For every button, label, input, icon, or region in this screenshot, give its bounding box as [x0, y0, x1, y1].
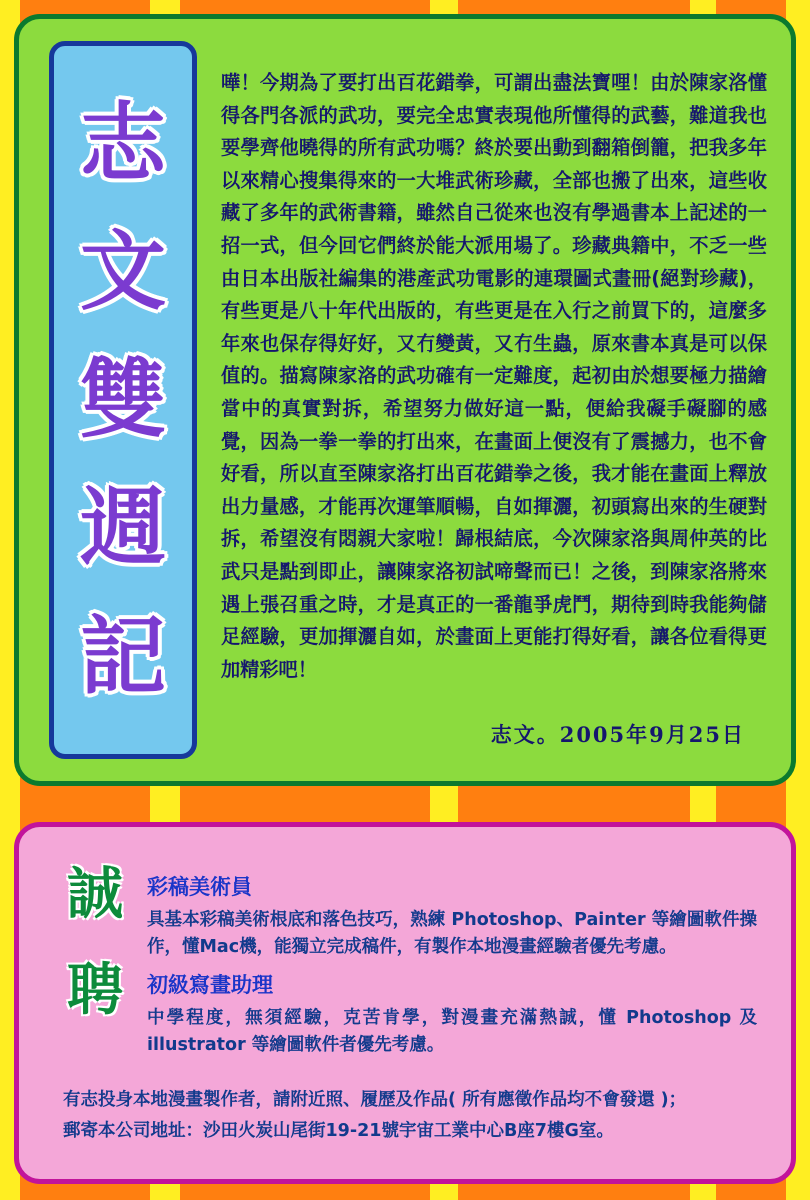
job-description: 中學程度，無須經驗，克苦肯學，對漫畫充滿熱誠，懂 Photoshop 及 illustrator 等繪圖軟件者優先考慮。 [147, 1008, 757, 1055]
job-title: 初級寫畫助理 [147, 973, 273, 997]
title-char-3: 雙 [80, 349, 166, 451]
recruit-footer-line-1: 有志投身本地漫畫製作者，請附近照、履歷及作品( 所有應徵作品均不會發還 )； [63, 1090, 687, 1110]
recruit-badge-char-2: 聘 [67, 957, 123, 1023]
title-char-2: 文 [80, 220, 166, 322]
recruit-badge-char-1: 誠 [67, 861, 123, 927]
job-listing [147, 969, 757, 1059]
diary-signature: 志文。2005年9月25日 [490, 722, 745, 747]
diary-title-box [49, 41, 197, 759]
title-char-5: 記 [80, 605, 166, 707]
recruit-footer [63, 1085, 763, 1147]
recruitment-panel [14, 822, 796, 1184]
diary-body-text: 嘩！今期為了要打出百花錯拳，可謂出盡法寶哩！由於陳家洛懂得各門各派的武功，要完全忠實表現他所懂得的武藝，難道我也要學齊他曉得的所有武功嗎？終於要出動到翻箱倒籠，把我多年以來精心搜集得來的一大堆武術珍藏，全部也搬了出來，這些收藏了多年的武術書籍，雖然自己從來也沒有學過書本上記述的一招一式，但今回它們終於能大派用場了。珍藏典籍中，不乏一些由日本出版社編集的港產武功電影的連環圖式畫冊(絕對珍藏)，有些更是八十年代出版的，有些更是在入行之前買下的，這麼多年來也保存得好好，又冇變黃，又冇生蟲，原來書本真是可以保值的。描寫陳家洛的武功確有一定難度，起初由於想要極力描繪當中的真實對拆，希望努力做好這一點，便給我礙手礙腳的感覺，因為一拳一拳的打出來，在畫面上便沒有了震撼力，也不會好看，所以直至陳家洛打出百花錯拳之後，我才能在畫面上釋放出力量感，才能再次運筆順暢，自如揮灑，初頭寫出來的生硬對拆，希望沒有悶親大家啦！歸根結底，今次陳家洛與周仲英的比武只是點到即止，讓陳家洛初試啼聲而已！之後，到陳家洛將來遇上張召重之時，才是真正的一番龍爭虎鬥，期待到時我能夠儲足經驗，更加揮灑自如，於畫面上更能打得好看，讓各位看得更加精彩吧！ [221, 71, 767, 681]
job-listing [147, 871, 757, 961]
diary-panel [14, 14, 796, 786]
job-description: 具基本彩稿美術根底和落色技巧，熟練 Photoshop、Painter 等繪圖軟件操作，懂Mac機，能獨立完成稿件，有製作本地漫畫經驗者優先考慮。 [147, 910, 757, 957]
title-char-1: 志 [80, 92, 166, 194]
job-title: 彩稿美術員 [147, 875, 252, 899]
title-char-4: 週 [80, 477, 166, 579]
recruit-footer-line-2: 郵寄本公司地址：沙田火炭山尾街19-21號宇宙工業中心B座7樓G室。 [63, 1121, 614, 1141]
